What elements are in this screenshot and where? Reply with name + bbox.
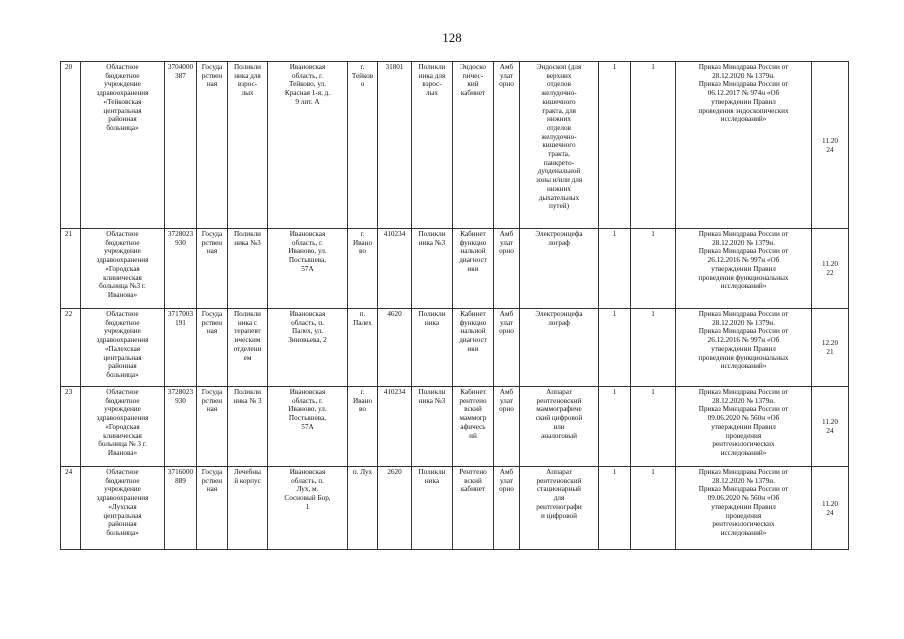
inn: 3717003 191 [165,309,197,387]
quantity-2: 1 [631,229,676,309]
division: Поликли ника для взрос- лых [228,62,268,229]
cabinet: Кабинет рентгено вский маммогр афичесь ий [453,387,494,467]
inn: 3728023 930 [165,229,197,309]
care-condition: Амб улат орно [494,387,520,467]
row-number: 21 [61,229,81,309]
organization-name: Областное бюджетное учреждение здравоохранения «Тейковская центральная районная больница» [81,62,165,229]
care-condition: Амб улат орно [494,229,520,309]
date: 11.20 24 [812,62,849,229]
code: 410234 [378,229,412,309]
inn: 3716000 889 [165,467,197,550]
address: Ивановская область, п. Лух, м. Сосновый Бор, 1 [268,467,348,550]
quantity-1: 1 [599,62,631,229]
unit: Поликли ника [412,467,453,550]
cabinet: Кабинет функцио нальной диагност ики [453,309,494,387]
ownership-form: Госуда рствен ная [197,229,228,309]
settlement: п. Палех [348,309,378,387]
settlement: г. Тейков о [348,62,378,229]
organization-name: Областное бюджетное учреждение здравоохранения «Палехская центральная районная больница» [81,309,165,387]
settlement: г. Ивано во [348,387,378,467]
table-row [61,229,849,309]
equipment: Электроэнцефа лограф [520,229,599,309]
quantity-1: 1 [599,309,631,387]
equipment: Эндоскоп (для верхних отделов желудочно- кишечного тракта, для нижних отделов желудочно- кишечного тракта, панкрето- дуоденальной зоны и/или для нижних дыхательных путей) [520,62,599,229]
code: 31801 [378,62,412,229]
care-condition: Амб улат орно [494,62,520,229]
row-number: 24 [61,467,81,550]
care-condition: Амб улат орно [494,309,520,387]
division: Поликли ника №3 [228,229,268,309]
date: 11.20 22 [812,229,849,309]
division: Лечебны й корпус [228,467,268,550]
row-number: 20 [61,62,81,229]
regulatory-order: Приказ Минздрава России от 28.12.2020 № 1379н. Приказ Минздрава России от 06.12.2017 № 974н «Об утверждении Правил проведения эндоскопических исследований» [676,62,812,229]
quantity-2: 1 [631,387,676,467]
organization-name: Областное бюджетное учреждение здравоохранения «Городская клиническая больница № 3 г. Иванова» [81,387,165,467]
date: 11.20 24 [812,467,849,550]
care-condition: Амб улат орно [494,467,520,550]
cabinet: Кабинет функцио нальной диагност ики [453,229,494,309]
code: 4620 [378,309,412,387]
unit: Поликли ника №3 [412,387,453,467]
quantity-2: 1 [631,62,676,229]
code: 2620 [378,467,412,550]
address: Ивановская область, п. Палех, ул. Зиновьева, 2 [268,309,348,387]
equipment: Электроэнцефа лограф [520,309,599,387]
regulatory-order: Приказ Минздрава России от 28.12.2020 № 1379н. Приказ Минздрава России от 09.06.2020 № 560н «Об утверждении Правил проведения рентгенологических исследований» [676,467,812,550]
equipment: Аппарат рентгеновский маммографиче ский цифровой или аналоговый [520,387,599,467]
ownership-form: Госуда рствен ная [197,467,228,550]
unit: Поликли ника для взрос- лых [412,62,453,229]
unit: Поликли ника [412,309,453,387]
ownership-form: Госуда рствен ная [197,62,228,229]
quantity-1: 1 [599,229,631,309]
row-number: 23 [61,387,81,467]
quantity-2: 1 [631,467,676,550]
unit: Поликли ника №3 [412,229,453,309]
table-row [61,309,849,387]
page-number: 128 [442,30,462,45]
inn: 3704000 387 [165,62,197,229]
settlement: г. Ивано во [348,229,378,309]
regulatory-order: Приказ Минздрава России от 28.12.2020 № 1379н. Приказ Минздрава России от 26.12.2016 № 997н «Об утверждении Правил проведения функциональных исследований» [676,309,812,387]
regulatory-order: Приказ Минздрава России от 28.12.2020 № 1379н. Приказ Минздрава России от 09.06.2020 № 560н «Об утверждении Правил проведения рентгенологических исследований» [676,387,812,467]
cabinet: Эндоско пичес- кий кабинет [453,62,494,229]
ownership-form: Госуда рствен ная [197,387,228,467]
cabinet: Рентгено вский кабинет [453,467,494,550]
settlement: п. Лух [348,467,378,550]
equipment: Аппарат рентгеновский стационарный для рентгенографи и цифровой [520,467,599,550]
code: 410234 [378,387,412,467]
date: 12.20 21 [812,309,849,387]
table-row [61,387,849,467]
quantity-1: 1 [599,467,631,550]
inn: 3728023 930 [165,387,197,467]
address: Ивановская область, г. Иваново, ул. Постышева, 57А [268,229,348,309]
regulatory-order: Приказ Минздрава России от 28.12.2020 № 1379н. Приказ Минздрава России от 26.12.2016 № 997н «Об утверждении Правил проведения функциональных исследований» [676,229,812,309]
table-row [61,467,849,550]
date: 11.20 24 [812,387,849,467]
organization-name: Областное бюджетное учреждение здравоохранения «Лухская центральная районная больница» [81,467,165,550]
division: Поликли ника с терапевт ическим отделени ем [228,309,268,387]
row-number: 22 [61,309,81,387]
organization-name: Областное бюджетное учреждение здравоохранения «Городская клиническая больница №3 г. Иванова» [81,229,165,309]
address: Ивановская область, г. Тейково, ул. Красная 1-я, д. 9 лит. А [268,62,348,229]
quantity-2: 1 [631,309,676,387]
ownership-form: Госуда рствен ная [197,309,228,387]
address: Ивановская область, г. Иваново, ул. Постышева, 57А [268,387,348,467]
table-row [61,62,849,229]
quantity-1: 1 [599,387,631,467]
division: Поликли ника № 3 [228,387,268,467]
equipment-registry-table [60,61,849,550]
